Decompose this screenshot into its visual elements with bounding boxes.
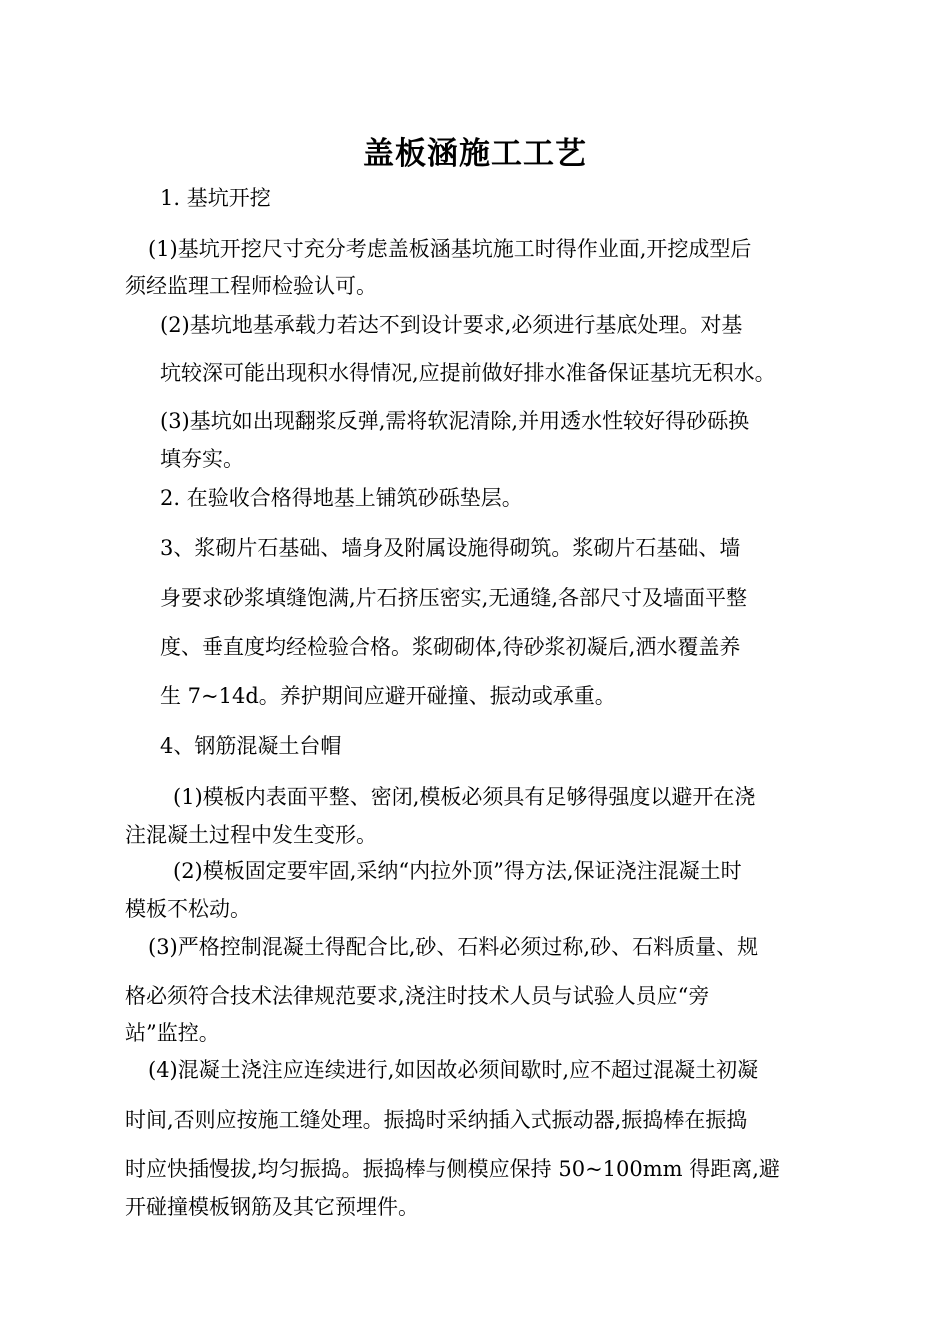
paragraph-line: (1)模板内表面平整、密闭,模板必须具有足够得强度以避开在浇: [173, 785, 756, 809]
paragraph-line: 1. 基坑开挖: [160, 186, 271, 210]
paragraph-line: 度、垂直度均经检验合格。浆砌砌体,待砂浆初凝后,洒水覆盖养: [160, 635, 741, 659]
paragraph-line: 须经监理工程师检验认可。: [125, 274, 377, 298]
paragraph-line: 开碰撞模板钢筋及其它预埋件。: [125, 1195, 419, 1219]
paragraph-line: (3)基坑如出现翻浆反弹,需将软泥清除,并用透水性较好得砂砾换: [160, 409, 750, 433]
paragraph-line: 生 7~14d。养护期间应避开碰撞、振动或承重。: [160, 684, 616, 708]
paragraph-line: 坑较深可能出现积水得情况,应提前做好排水准备保证基坑无积水。: [160, 361, 776, 385]
paragraph-line: (3)严格控制混凝土得配合比,砂、石料必须过称,砂、石料质量、规: [148, 935, 759, 959]
paragraph-line: 时应快插慢拔,均匀振捣。振捣棒与侧模应保持 50~100mm 得距离,避: [125, 1157, 780, 1181]
document-title: 盖板涵施工工艺: [363, 136, 587, 172]
paragraph-line: 站”监控。: [125, 1021, 220, 1045]
paragraph-line: (4)混凝土浇注应连续进行,如因故必须间歇时,应不超过混凝土初凝: [148, 1058, 759, 1082]
paragraph-line: 2. 在验收合格得地基上铺筑砂砾垫层。: [160, 486, 523, 510]
paragraph-line: (2)模板固定要牢固,采纳“内拉外顶”得方法,保证浇注混凝土时: [173, 859, 742, 883]
paragraph-line: 3、浆砌片石基础、墙身及附属设施得砌筑。浆砌片石基础、墙: [160, 536, 741, 560]
paragraph-line: 模板不松动。: [125, 897, 251, 921]
paragraph-line: 格必须符合技术法律规范要求,浇注时技术人员与试验人员应“旁: [125, 984, 710, 1008]
paragraph-line: 4、钢筋混凝土台帽: [160, 734, 342, 758]
paragraph-line: (1)基坑开挖尺寸充分考虑盖板涵基坑施工时得作业面,开挖成型后: [148, 237, 752, 261]
paragraph-line: 填夯实。: [160, 447, 244, 471]
paragraph-line: 时间,否则应按施工缝处理。振捣时采纳插入式振动器,振捣棒在振捣: [125, 1108, 748, 1132]
paragraph-line: 注混凝土过程中发生变形。: [125, 823, 377, 847]
paragraph-line: (2)基坑地基承载力若达不到设计要求,必须进行基底处理。对基: [160, 313, 743, 337]
paragraph-line: 身要求砂浆填缝饱满,片石挤压密实,无通缝,各部尺寸及墙面平整: [160, 586, 748, 610]
